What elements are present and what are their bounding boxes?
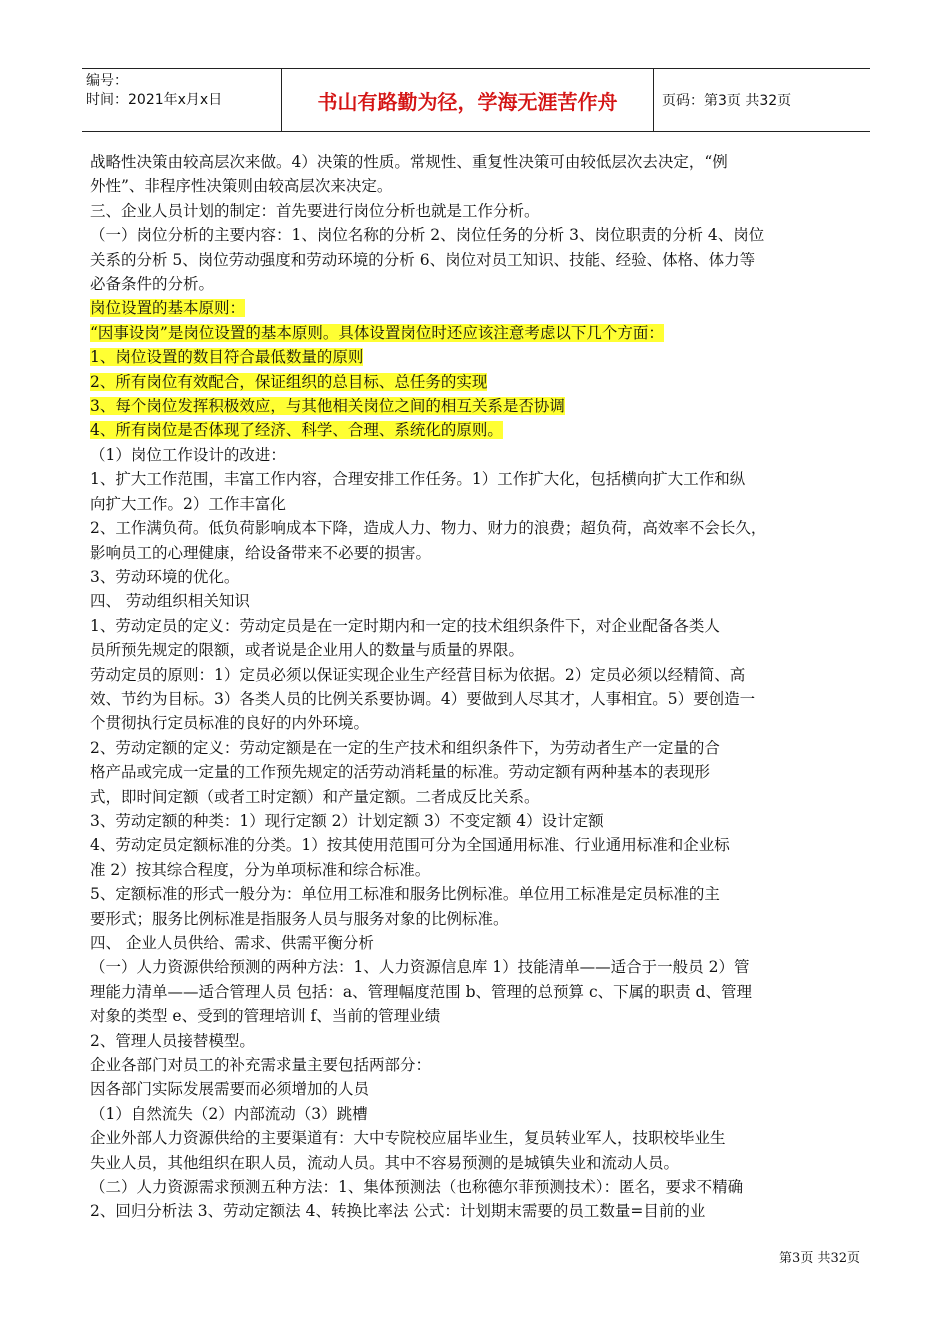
text-line bbox=[90, 955, 865, 979]
document-number-label: 编号： bbox=[86, 73, 128, 89]
text-line bbox=[90, 833, 865, 857]
highlighted-text: 岗位设置的基本原则： bbox=[90, 299, 246, 318]
text-line bbox=[90, 248, 865, 272]
text-line bbox=[90, 1175, 865, 1199]
text-line bbox=[90, 663, 865, 687]
highlighted-text: 3、每个岗位发挥积极效应，与其他相关岗位之间的相互关系是否协调 bbox=[90, 397, 565, 416]
text-line bbox=[90, 321, 865, 345]
text-line bbox=[90, 541, 865, 565]
text-line bbox=[90, 394, 865, 418]
text-line bbox=[90, 1077, 865, 1101]
line-text: 3、劳动定额的种类：1）现行定额 2）计划定额 3）不变定额 4）设计定额 bbox=[90, 811, 604, 830]
line-text: 劳动定员的原则：1）定员必须以保证实现企业生产经营目标为依据。2）定员必须以经精简、高 bbox=[90, 665, 746, 684]
text-line bbox=[90, 687, 865, 711]
header-page-label: 页码：第3页 共32页 bbox=[662, 93, 792, 109]
text-line bbox=[90, 467, 865, 491]
line-text: 企业各部门对员工的补充需求量主要包括两部分： bbox=[90, 1056, 432, 1075]
text-line bbox=[90, 150, 865, 174]
footer-page-number: 第3页 共32页 bbox=[779, 1251, 860, 1266]
line-text: 三、企业人员计划的制定：首先要进行岗位分析也就是工作分析。 bbox=[90, 201, 540, 220]
line-text: 1、扩大工作范围，丰富工作内容，合理安排工作任务。1）工作扩大化，包括横向扩大工作和纵 bbox=[90, 470, 746, 489]
text-line bbox=[90, 638, 865, 662]
text-line bbox=[90, 1151, 865, 1175]
text-line bbox=[90, 736, 865, 760]
highlighted-text: “因事设岗”是岗位设置的基本原则。具体设置岗位时还应该注意考虑以下几个方面： bbox=[90, 323, 664, 342]
line-text: 格产品或完成一定量的工作预先规定的活劳动消耗量的标准。劳动定额有两种基本的表现形 bbox=[90, 763, 711, 782]
highlighted-text: 4、所有岗位是否体现了经济、科学、合理、系统化的原则。 bbox=[90, 421, 503, 440]
line-text: 3、劳动环境的优化。 bbox=[90, 567, 240, 586]
line-text: 2、回归分析法 3、劳动定额法 4、转换比率法 公式：计划期末需要的员工数量=目前的业 bbox=[90, 1202, 706, 1221]
line-text: 1、劳动定员的定义：劳动定员是在一定时期内和一定的技术组织条件下，对企业配备各类人 bbox=[90, 616, 720, 635]
text-line bbox=[90, 711, 865, 735]
text-line bbox=[90, 858, 865, 882]
line-text: 个贯彻执行定员标准的良好的内外环境。 bbox=[90, 714, 370, 733]
text-line bbox=[90, 345, 865, 369]
line-text: （一）人力资源供给预测的两种方法：1、人力资源信息库 1）技能清单——适合于一般员 2）管 bbox=[90, 958, 750, 977]
line-text: 必备条件的分析。 bbox=[90, 275, 215, 294]
text-line bbox=[90, 223, 865, 247]
text-line bbox=[90, 370, 865, 394]
text-line bbox=[90, 272, 865, 296]
line-text: 失业人员，其他组织在职人员，流动人员。其中不容易预测的是城镇失业和流动人员。 bbox=[90, 1153, 680, 1172]
text-line bbox=[90, 785, 865, 809]
text-line bbox=[90, 1029, 865, 1053]
text-line bbox=[90, 492, 865, 516]
line-text: 员所预先规定的限额，或者说是企业用人的数量与质量的界限。 bbox=[90, 641, 525, 660]
line-text: 对象的类型 e、受到的管理培训 f、当前的管理业绩 bbox=[90, 1007, 441, 1026]
text-line bbox=[90, 516, 865, 540]
highlighted-text: 1、岗位设置的数目符合最低数量的原则 bbox=[90, 348, 364, 367]
line-text: 4、劳动定员定额标准的分类。1）按其使用范围可分为全国通用标准、行业通用标准和企业标 bbox=[90, 836, 730, 855]
line-text: 5、定额标准的形式一般分为：单位用工标准和服务比例标准。单位用工标准是定员标准的主 bbox=[90, 885, 720, 904]
text-line bbox=[90, 1126, 865, 1150]
text-line bbox=[90, 907, 865, 931]
text-line bbox=[90, 614, 865, 638]
text-line bbox=[90, 565, 865, 589]
document-time-label: 时间：2021年x月x日 bbox=[86, 92, 223, 108]
line-text: 准 2）按其综合程度，分为单项标准和综合标准。 bbox=[90, 860, 431, 879]
text-line bbox=[90, 1102, 865, 1126]
text-line bbox=[90, 418, 865, 442]
line-text: 影响员工的心理健康，给设备带来不必要的损害。 bbox=[90, 543, 432, 562]
line-text: 企业外部人力资源供给的主要渠道有：大中专院校应届毕业生，复员转业军人，技职校毕业生 bbox=[90, 1129, 726, 1148]
text-line bbox=[90, 174, 865, 198]
line-text: 式，即时间定额（或者工时定额）和产量定额。二者成反比关系。 bbox=[90, 787, 540, 806]
header-motto: 书山有路勤为径，学海无涯苦作舟 bbox=[282, 69, 654, 131]
line-text: 外性”、非程序性决策则由较高层次来决定。 bbox=[90, 177, 393, 196]
document-body bbox=[90, 150, 865, 1224]
line-text: （1）岗位工作设计的改进： bbox=[90, 445, 286, 464]
line-text: （一）岗位分析的主要内容：1、岗位名称的分析 2、岗位任务的分析 3、岗位职责的分析 4、岗位 bbox=[90, 226, 765, 245]
text-line bbox=[90, 1199, 865, 1223]
line-text: 四、 劳动组织相关知识 bbox=[90, 592, 250, 611]
line-text: 因各部门实际发展需要而必须增加的人员 bbox=[90, 1080, 370, 1099]
text-line bbox=[90, 1053, 865, 1077]
text-line bbox=[90, 1004, 865, 1028]
text-line bbox=[90, 980, 865, 1004]
text-line bbox=[90, 443, 865, 467]
highlighted-text: 2、所有岗位有效配合，保证组织的总目标、总任务的实现 bbox=[90, 372, 488, 391]
text-line bbox=[90, 296, 865, 320]
line-text: 效、节约为目标。3）各类人员的比例关系要协调。4）要做到人尽其才，人事相宜。5）要创造一 bbox=[90, 689, 756, 708]
text-line bbox=[90, 760, 865, 784]
text-line bbox=[90, 809, 865, 833]
text-line bbox=[90, 589, 865, 613]
header-info-cell bbox=[82, 69, 282, 131]
document-header bbox=[82, 68, 870, 132]
line-text: 战略性决策由较高层次来做。4）决策的性质。常规性、重复性决策可由较低层次去决定，“例 bbox=[90, 153, 728, 171]
line-text: （1）自然流失（2）内部流动（3）跳槽 bbox=[90, 1104, 368, 1123]
text-line bbox=[90, 931, 865, 955]
line-text: 2、劳动定额的定义：劳动定额是在一定的生产技术和组织条件下，为劳动者生产一定量的合 bbox=[90, 738, 720, 757]
line-text: 关系的分析 5、岗位劳动强度和劳动环境的分析 6、岗位对员工知识、技能、经验、体格、体力等 bbox=[90, 250, 756, 269]
line-text: （二）人力资源需求预测五种方法：1、集体预测法（也称德尔菲预测技术）：匿名，要求不精确 bbox=[90, 1178, 744, 1197]
line-text: 要形式；服务比例标准是指服务人员与服务对象的比例标准。 bbox=[90, 909, 509, 928]
text-line bbox=[90, 882, 865, 906]
line-text: 2、管理人员接替模型。 bbox=[90, 1031, 255, 1050]
text-line bbox=[90, 199, 865, 223]
line-text: 向扩大工作。2）工作丰富化 bbox=[90, 494, 286, 513]
line-text: 四、 企业人员供给、需求、供需平衡分析 bbox=[90, 934, 374, 952]
line-text: 理能力清单——适合管理人员 包括：a、管理幅度范围 b、管理的总预算 c、下属的职责 d、管理 bbox=[90, 982, 752, 1001]
line-text: 2、工作满负荷。低负荷影响成本下降，造成人力、物力、财力的浪费；超负荷，高效率不会长久， bbox=[90, 519, 767, 538]
